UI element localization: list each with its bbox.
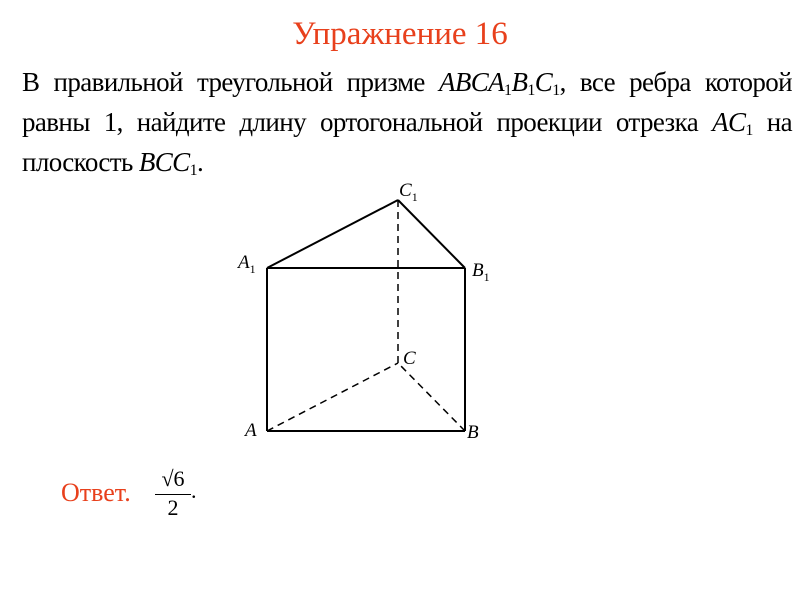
answer-numerator: √6 [155, 466, 191, 495]
label-C: C [403, 348, 416, 369]
problem-text: В правильной треугольной призме $ABCA_1B_1C_1$, все ребра которой равны 1, найдите длину ортогональной проекции отрезка $AC_1$ на плоскость $BCC_1$. [22, 67, 792, 179]
edge-AC [267, 363, 398, 431]
label-B: B [467, 422, 479, 443]
edge-BC [398, 363, 465, 431]
edge-B1C1 [398, 200, 465, 268]
answer-label: Ответ. [61, 478, 131, 507]
slide-title: Упражнение 16 [292, 16, 508, 52]
answer-fraction [155, 466, 191, 521]
answer-period: . [191, 478, 197, 503]
edge-A1C1 [267, 200, 398, 268]
label-B1: $B_1$ [472, 260, 490, 284]
answer-denominator: 2 [167, 495, 179, 520]
label-A: A [245, 420, 257, 441]
label-C1: $C_1$ [399, 180, 418, 204]
label-A1: $A_1$ [238, 252, 256, 276]
